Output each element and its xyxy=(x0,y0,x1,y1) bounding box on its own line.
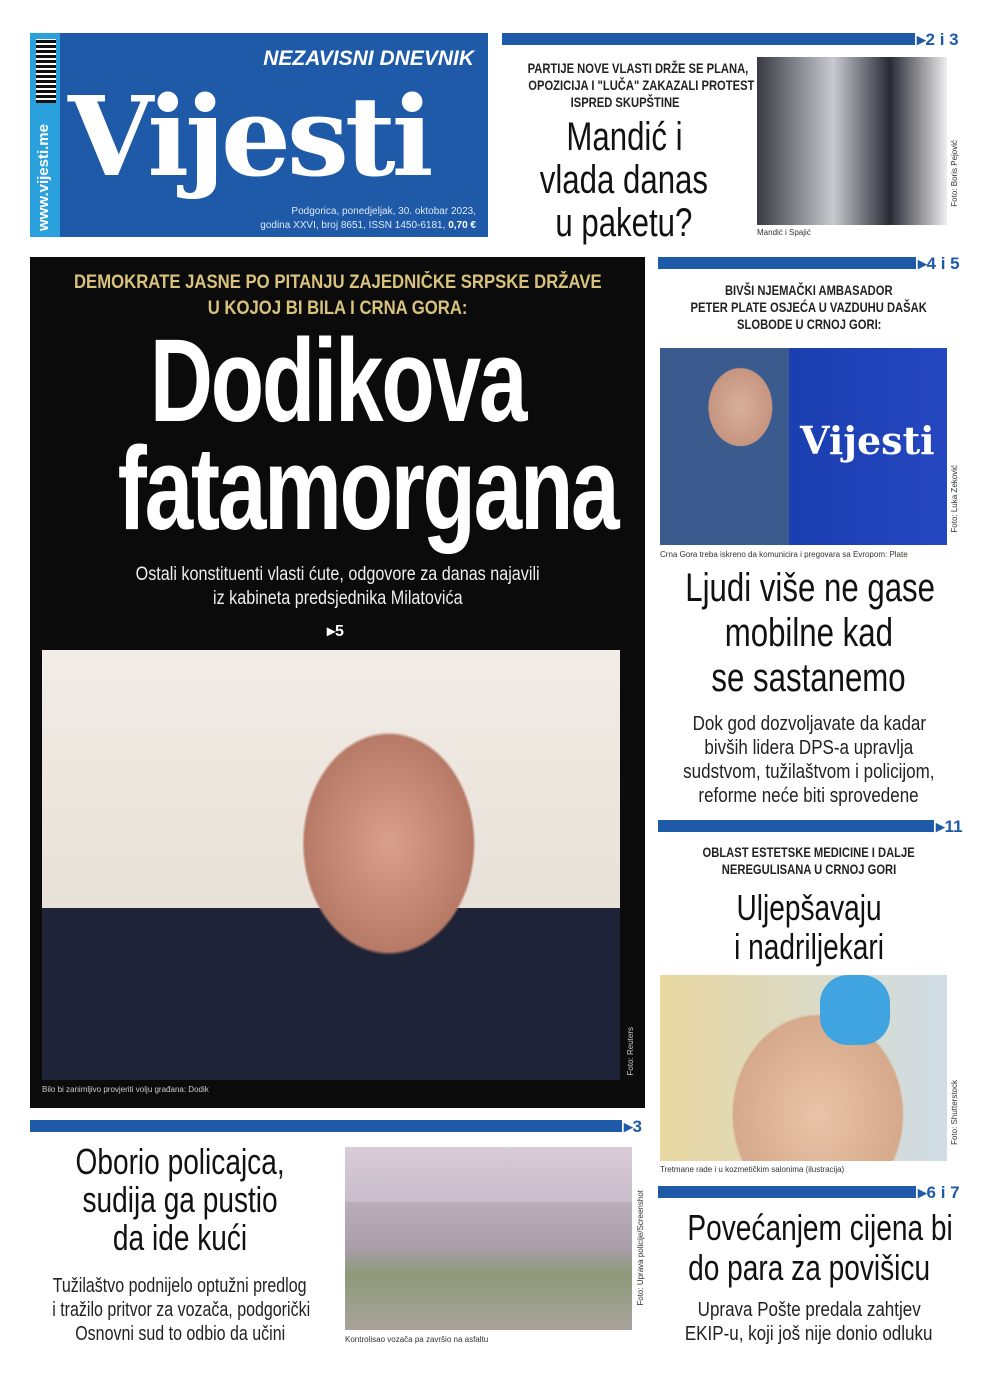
lead-kicker: DEMOKRATE JASNE PO PITANJU ZAJEDNIČKE SRPSKE DRŽAVE U KOJOJ BI BILA I CRNA GORA: xyxy=(73,272,602,319)
page-ref[interactable]: ▸4 i 5 xyxy=(918,254,960,273)
photo-plate xyxy=(660,348,947,545)
aesthetic-kicker: OBLAST ESTETSKE MEDICINE I DALJE NEREGULISANA U CRNOJ GORI xyxy=(702,844,916,877)
top-kicker: PARTIJE NOVE VLASTI DRŽE SE PLANA, OPOZICIJA I "LUČA" ZAKAZALI PROTEST ISPRED SKUPŠTINE xyxy=(527,60,755,110)
section-bar xyxy=(658,257,916,269)
photo-caption: Bilo bi zanimljivo provjeriti volju građana: Dodik xyxy=(42,1085,209,1094)
page-ref[interactable]: ▸5 xyxy=(327,623,344,640)
website-url[interactable]: www.vijesti.me xyxy=(35,124,52,231)
dateline: Podgorica, ponedjeljak, 30. oktobar 2023, godina XXVI, broj 8651, ISSN 1450-6181, 0,70 € xyxy=(260,206,476,231)
page-ref[interactable]: ▸11 xyxy=(936,817,963,836)
lead-story xyxy=(30,257,645,1108)
logo-title: Vijesti xyxy=(68,72,430,201)
photo-credit: Foto: Luka Zeković xyxy=(950,465,959,533)
tagline: NEZAVISNI DNEVNIK xyxy=(263,47,474,70)
police-headline[interactable]: Oborio policajca, sudija ga pustio da ide kući xyxy=(75,1141,285,1258)
aesthetic-headline[interactable]: Uljepšavaju i nadriljekari xyxy=(734,887,884,967)
post-headline[interactable]: Povećanjem cijena bi do para za povišicu xyxy=(687,1207,953,1288)
page-ref[interactable]: ▸6 i 7 xyxy=(918,1183,960,1202)
lead-headline[interactable]: Dodikova fatamorgana xyxy=(117,315,618,555)
photo-credit: Foto: Reuters xyxy=(626,1027,635,1076)
photo-caption: Crna Gora treba iskreno da komunicira i pregovara sa Evropom: Plate xyxy=(660,550,908,559)
barcode xyxy=(36,39,56,103)
masthead xyxy=(30,33,488,237)
plate-subtitle: Dok god dozvoljavate da kadar bivših lidera DPS-a upravlja sudstvom, tužilaštvom i policijom, reforme neće biti sprovedene xyxy=(683,713,935,807)
page-ref[interactable]: ▸2 i 3 xyxy=(917,30,959,49)
photo-aesthetic xyxy=(660,975,947,1161)
section-bar xyxy=(658,1186,916,1198)
photo-credit: Foto: Uprava policije/Screenshot xyxy=(636,1190,645,1306)
plate-headline[interactable]: Ljudi više ne gase mobilne kad se sastanemo xyxy=(685,566,935,700)
plate-kicker: BIVŠI NJEMAČKI AMBASADOR PETER PLATE OSJEĆA U VAZDUHU DAŠAK SLOBODE U CRNOJ GORI: xyxy=(690,282,928,332)
photo-caption: Kontrolisao vozača pa završio na asfaltu xyxy=(345,1335,489,1344)
price: 0,70 € xyxy=(448,220,476,231)
page-ref[interactable]: ▸3 xyxy=(624,1117,643,1136)
post-subtitle: Uprava Pošte predala zahtjev EKIP-u, koji još nije donio odluku xyxy=(685,1299,933,1345)
photo-road xyxy=(345,1147,632,1330)
police-subtitle: Tužilaštvo podnijelo optužni predlog i tražilo pritvor za vozača, podgorički Osnovni sud to odbio da učini xyxy=(52,1275,311,1345)
photo-logo: Vijesti xyxy=(800,418,935,463)
website-strip xyxy=(30,33,60,237)
photo-dodik xyxy=(42,650,620,1080)
photo-credit: Foto: Boris Pejović xyxy=(950,140,959,207)
photo-mandic-spajic xyxy=(757,57,947,225)
photo-caption: Mandić i Spajić xyxy=(757,228,811,237)
section-bar xyxy=(30,1120,622,1132)
photo-caption: Tretmane rade i u kozmetičkim salonima (ilustracija) xyxy=(660,1165,845,1174)
top-headline[interactable]: Mandić i vlada danas u paketu? xyxy=(539,115,709,245)
lead-subtitle: Ostali konstituenti vlasti ćute, odgovore za danas najavili iz kabineta predsjednika Milatovića xyxy=(135,564,540,609)
section-bar xyxy=(658,820,934,832)
photo-credit: Foto: Shutterstock xyxy=(950,1080,959,1145)
section-bar xyxy=(502,33,915,45)
